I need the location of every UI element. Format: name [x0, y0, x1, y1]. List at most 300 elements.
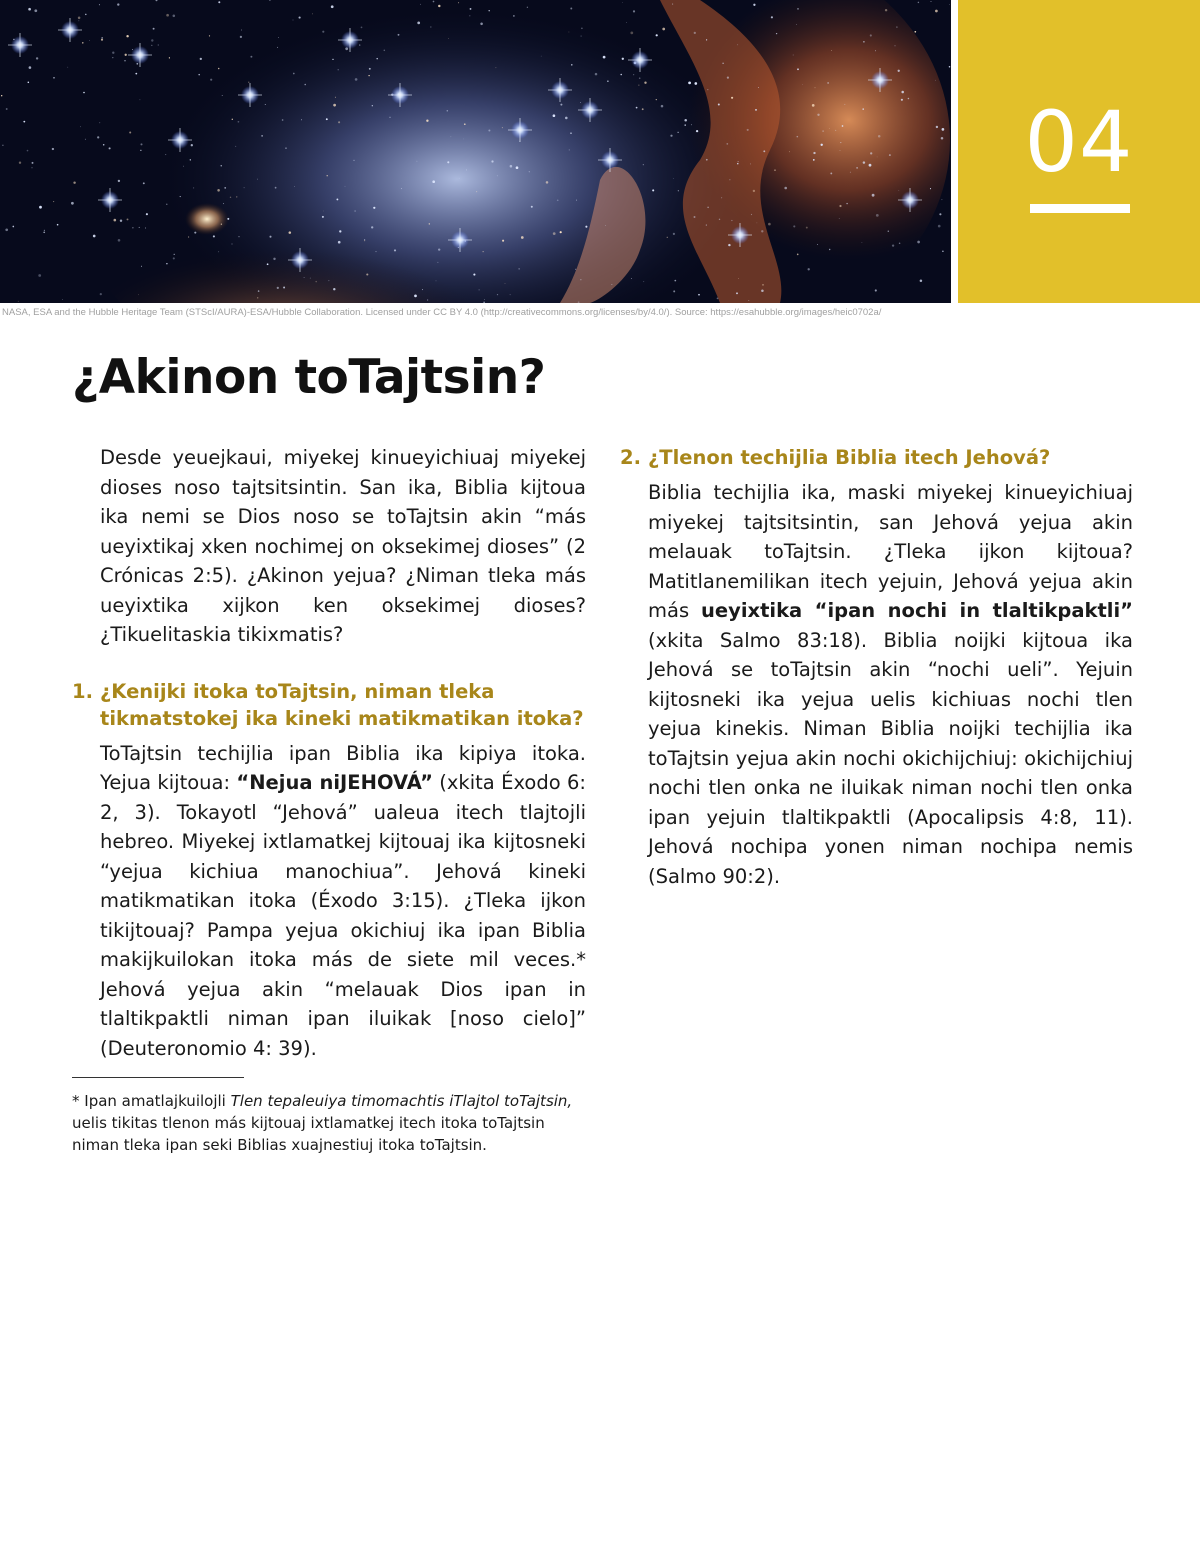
star-dot — [32, 167, 33, 168]
star-dot — [684, 119, 687, 122]
star-dot — [2, 145, 3, 146]
star-dot — [437, 262, 438, 263]
star-dot — [761, 230, 763, 232]
hero-space-image — [0, 0, 951, 303]
star-dot — [118, 180, 120, 182]
star-dot — [139, 227, 140, 228]
star-dot — [797, 254, 799, 256]
star-dot — [323, 211, 324, 212]
star-dot — [869, 164, 872, 167]
star-dot — [949, 66, 951, 68]
star-dot — [491, 160, 493, 162]
star-dot — [235, 146, 236, 147]
star-dot — [151, 39, 153, 41]
star-dot — [476, 191, 477, 192]
star-dot — [466, 169, 467, 170]
star-dot — [706, 39, 707, 40]
star-dot — [293, 20, 294, 21]
star-dot — [580, 279, 581, 280]
star-dot — [762, 284, 763, 285]
star-dot — [463, 139, 464, 140]
star-dot — [329, 280, 330, 281]
star-dot — [652, 189, 654, 191]
star-dot — [71, 202, 74, 205]
star-dot — [283, 287, 285, 289]
star-dot — [612, 284, 613, 285]
chapter-number: 04 — [1024, 93, 1134, 191]
star-dot — [364, 239, 365, 240]
star-dot — [141, 266, 142, 267]
star-dot — [706, 225, 707, 226]
star-dot — [758, 87, 759, 88]
star-dot — [129, 131, 131, 133]
star-dot — [831, 50, 832, 51]
star-dot — [736, 292, 738, 294]
star-dot — [661, 105, 664, 108]
star-dot — [726, 143, 728, 145]
star-dot — [755, 109, 757, 111]
star-dot — [221, 224, 222, 225]
star-dot — [774, 169, 775, 170]
star-dot — [335, 97, 336, 98]
star-dot — [93, 235, 96, 238]
star-dot — [125, 54, 127, 56]
star-dot — [23, 121, 25, 123]
star-dot — [327, 175, 328, 176]
star-dot — [571, 64, 572, 65]
star-dot — [497, 294, 498, 295]
star-dot — [569, 149, 570, 150]
star-dot — [935, 80, 936, 81]
star-dot — [829, 128, 830, 129]
star-dot — [898, 70, 900, 72]
star-dot — [294, 186, 295, 187]
star-dot — [830, 172, 832, 174]
star-dot — [218, 251, 219, 252]
star-dot — [529, 171, 530, 172]
star-dot — [180, 196, 181, 197]
star-dot — [603, 56, 606, 59]
star-dot — [83, 92, 85, 94]
star-dot — [553, 114, 556, 117]
star-dot — [18, 301, 19, 302]
star-dot — [414, 295, 417, 298]
star-dot — [183, 166, 184, 167]
star-dot — [678, 190, 679, 191]
star-dot — [99, 4, 100, 5]
star-dot — [240, 36, 242, 38]
star-dot — [581, 28, 583, 30]
star-dot — [193, 187, 194, 188]
star-dot — [34, 9, 37, 12]
star-dot — [289, 231, 292, 234]
star-dot — [642, 108, 644, 110]
star-dot — [722, 63, 723, 64]
star-dot — [908, 98, 910, 100]
star-dot — [870, 152, 872, 154]
star-dot — [38, 274, 41, 277]
star-dot — [127, 218, 129, 220]
star-dot — [505, 283, 506, 284]
footnote-divider — [72, 1077, 244, 1078]
star-dot — [889, 154, 891, 156]
star-dot — [97, 136, 99, 138]
star-dot — [165, 154, 166, 155]
star-dot — [797, 136, 799, 138]
star-dot — [67, 67, 68, 68]
star-dot — [52, 148, 54, 150]
star-dot — [366, 273, 368, 275]
star-dot — [166, 14, 169, 17]
star-dot — [585, 226, 587, 228]
star-dot — [839, 218, 840, 219]
intro-paragraph: Desde yeuejkaui, miyekej kinueyichiuaj miyekej dioses noso tajtsitsintin. San ika, Biblia kijtoua ika nemi se Dios noso se toTajtsin akin “más ueyixtikaj xken nochimej on oksekimej dioses” (2 Crónicas 2:5). ¿Akinon yejua? ¿Niman tleka más ueyixtika xijkon ken oksekimej dioses? ¿Tikuelitaskia tikixmatis? — [100, 446, 586, 646]
star-dot — [224, 187, 226, 189]
star-dot — [560, 231, 562, 233]
star-dot — [622, 2, 623, 3]
star-dot — [936, 126, 938, 128]
star-dot — [364, 240, 365, 241]
star-dot — [28, 82, 30, 84]
star-dot — [827, 82, 828, 83]
star-dot — [436, 281, 437, 282]
star-dot — [200, 58, 202, 60]
star-dot — [432, 180, 435, 183]
star-dot — [696, 130, 698, 132]
star-dot — [914, 31, 916, 33]
star-dot — [793, 55, 794, 56]
star-dot — [502, 240, 504, 242]
star-dot — [470, 8, 472, 10]
star-dot — [484, 299, 485, 300]
star-dot — [667, 237, 668, 238]
star-dot — [643, 164, 644, 165]
star-dot — [581, 36, 582, 37]
star-dot — [27, 150, 29, 152]
star-dot — [941, 137, 944, 140]
star-dot — [510, 294, 511, 295]
star-dot — [557, 199, 559, 201]
star-dot — [728, 244, 730, 246]
star-dot — [949, 4, 950, 5]
star-dot — [698, 294, 700, 296]
star-dot — [942, 128, 945, 131]
star-dot — [338, 121, 340, 123]
star-dot — [797, 8, 798, 9]
star-dot — [479, 289, 480, 290]
question-heading-2 — [620, 444, 1133, 471]
star-dot — [109, 147, 111, 149]
star-dot — [355, 78, 358, 81]
star-dot — [394, 249, 396, 251]
star-dot — [73, 181, 75, 183]
star-dot — [817, 244, 818, 245]
chapter-underline — [1030, 204, 1130, 213]
star-dot — [310, 278, 311, 279]
star-dot — [620, 74, 622, 76]
star-dot — [656, 99, 657, 100]
answer-text: (xkita Éxodo 6: 2, 3). Tokayotl “Jehová” ualeua itech tlajtojli hebreo. Miyekej ixtlamatkej kijtouaj ika kijtosneki “yejua kichiua manochiua”. Jehová kineki matikmatikan itoka (Éxodo 3:15). ¿Tleka ijkon tikijtouaj? Pampa yejua okichiuj ika ipan Biblia makijkuilokan itoka más de siete mil veces.* Jehová yejua akin “melauak Dios ipan in tlaltikpaktli niman ipan iluikak [noso cielo]” (Deuteronomio 4: 39). — [100, 771, 586, 1060]
star-dot — [576, 200, 577, 201]
question-number: 2. — [620, 446, 641, 469]
star-dot — [673, 178, 674, 179]
star-dot — [875, 50, 876, 51]
star-dot — [935, 10, 938, 13]
star-dot — [257, 297, 258, 298]
star-dot — [917, 241, 920, 244]
star-dot — [560, 104, 562, 106]
star-dot — [918, 2, 920, 4]
star-dot — [101, 37, 103, 39]
star-dot — [510, 165, 513, 168]
star-dot — [312, 14, 313, 15]
star-dot — [188, 236, 189, 237]
star-dot — [688, 82, 691, 85]
star-dot — [815, 87, 816, 88]
star-dot — [796, 24, 797, 25]
star-dot — [372, 105, 373, 106]
star-dot — [812, 104, 815, 107]
star-dot — [941, 199, 942, 200]
star-dot — [85, 14, 87, 16]
star-dot — [662, 28, 665, 31]
star-dot — [789, 151, 790, 152]
star-dot — [513, 15, 515, 17]
star-dot — [694, 82, 697, 85]
star-dot — [265, 104, 266, 105]
star-dot — [333, 288, 335, 290]
star-dot — [876, 214, 879, 217]
star-dot — [896, 26, 897, 27]
star-dot — [210, 79, 212, 81]
star-dot — [232, 244, 233, 245]
answer-text: (xkita Salmo 83:18). Biblia noijki kijtoua ika Jehová se toTajtsin akin “nochi ueli”. Yejuin kijtosneki ika yejua uelis kichiuas nochi tlen yejua kinekis. Niman Biblia noijki techijlia ika toTajtsin yejua akin nochi okichijchiuj: okichijchiuj nochi tlen onka ne iluikak niman nochi tlen onka ipan yejuin tlaltikpaktli (Apocalipsis 4:8, 11). Jehová nochipa yonen niman nochipa nemis (Salmo 90:2). — [648, 628, 1133, 888]
star-dot — [717, 298, 719, 300]
star-dot — [166, 204, 167, 205]
star-dot — [78, 20, 79, 21]
star-dot — [44, 230, 45, 231]
star-dot — [146, 213, 148, 215]
star-dot — [521, 236, 524, 239]
star-dot — [173, 15, 176, 18]
star-dot — [684, 124, 685, 125]
star-dot — [674, 280, 676, 282]
star-dot — [672, 4, 673, 5]
footnote — [72, 1090, 586, 1156]
star-dot — [285, 147, 286, 148]
star-dot — [639, 77, 641, 79]
star-dot — [636, 107, 638, 109]
star-dot — [258, 290, 260, 292]
star-dot — [776, 33, 777, 34]
star-dot — [236, 196, 237, 197]
star-dot — [931, 1, 932, 2]
star-dot — [488, 129, 490, 131]
star-dot — [416, 161, 417, 162]
star-dot — [656, 34, 658, 36]
star-dot — [112, 57, 113, 58]
star-dot — [278, 37, 279, 38]
star-dot — [417, 22, 420, 25]
star-dot — [99, 122, 100, 123]
star-dot — [135, 73, 137, 75]
star-dot — [813, 152, 815, 154]
star-dot — [631, 278, 632, 279]
star-dot — [53, 77, 55, 79]
star-dot — [842, 125, 844, 127]
star-dot — [763, 150, 765, 152]
star-dot — [438, 248, 440, 250]
star-dot — [502, 127, 503, 128]
star-dot — [750, 163, 751, 164]
star-dot — [118, 239, 121, 242]
star-dot — [875, 289, 877, 291]
star-dot — [117, 3, 119, 5]
star-dot — [430, 27, 431, 28]
star-dot — [495, 67, 496, 68]
answer-paragraph-2 — [620, 478, 1133, 891]
star-dot — [373, 207, 375, 209]
footnote-text: * Ipan amatlajkuilojli — [72, 1092, 231, 1110]
star-dot — [813, 159, 815, 161]
star-dot — [595, 73, 598, 76]
star-dot — [447, 110, 449, 112]
star-dot — [691, 124, 692, 125]
star-dot — [301, 119, 302, 120]
star-dot — [644, 82, 646, 84]
star-dot — [643, 281, 644, 282]
star-dot — [191, 144, 193, 146]
star-dot — [753, 190, 755, 192]
star-dot — [326, 118, 328, 120]
star-dot — [738, 278, 739, 279]
star-dot — [257, 179, 258, 180]
star-dot — [480, 23, 483, 26]
star-dot — [221, 165, 222, 166]
star-dot — [112, 52, 114, 54]
star-dot — [878, 135, 881, 138]
star-dot — [797, 68, 799, 70]
star-dot — [872, 194, 875, 197]
right-column — [620, 444, 1133, 891]
star-dot — [605, 225, 606, 226]
star-dot — [114, 219, 117, 222]
left-column — [72, 443, 586, 1156]
star-dot — [293, 73, 295, 75]
star-dot — [173, 257, 175, 259]
star-dot — [483, 251, 484, 252]
star-dot — [371, 226, 373, 228]
star-dot — [808, 268, 810, 270]
star-dot — [213, 235, 215, 237]
star-dot — [901, 99, 903, 101]
star-dot — [757, 223, 758, 224]
star-dot — [36, 57, 38, 59]
star-dot — [607, 81, 608, 82]
star-dot — [806, 227, 808, 229]
star-dot — [706, 159, 708, 161]
star-dot — [707, 207, 708, 208]
star-dot — [751, 214, 752, 215]
star-dot — [578, 301, 580, 303]
star-dot — [575, 269, 576, 270]
star-dot — [139, 99, 140, 100]
answer-emphasis: ueyixtika “ipan nochi in tlaltikpaktli” — [701, 599, 1133, 622]
star-dot — [768, 223, 771, 226]
star-dot — [345, 186, 346, 187]
star-dot — [322, 216, 324, 218]
star-dot — [304, 84, 306, 86]
star-dot — [531, 206, 533, 208]
star-dot — [376, 58, 378, 60]
star-dot — [622, 58, 624, 60]
star-dot — [633, 74, 634, 75]
star-dot — [862, 108, 863, 109]
answer-text: Biblia techijlia ika, maski miyekej kinueyichiuaj miyekej tajtsitsintin, san Jehová yejua akin melauak toTajtsin. ¿Tleka ijkon kijtoua? Matitlanemilikan itech yejuin, Jehová yejua akin más — [648, 481, 1133, 622]
star-dot — [488, 10, 489, 11]
star-dot — [731, 220, 732, 221]
star-dot — [877, 157, 878, 158]
question-number: 1. — [72, 679, 93, 703]
star-dot — [719, 219, 720, 220]
star-dot — [727, 77, 729, 79]
star-dot — [541, 56, 542, 57]
star-dot — [338, 241, 341, 244]
star-dot — [82, 42, 83, 43]
star-dot — [519, 268, 520, 269]
star-dot — [802, 84, 803, 85]
star-dot — [569, 32, 570, 33]
star-dot — [527, 7, 528, 8]
star-dot — [103, 144, 105, 146]
star-dot — [143, 182, 145, 184]
star-dot — [222, 95, 223, 96]
star-dot — [190, 159, 191, 160]
star-dot — [120, 219, 122, 221]
star-dot — [78, 17, 81, 20]
star-dot — [12, 226, 14, 228]
star-dot — [844, 104, 845, 105]
star-dot — [5, 228, 8, 231]
star-dot — [863, 41, 865, 43]
star-dot — [85, 139, 86, 140]
star-dot — [673, 233, 675, 235]
star-dot — [100, 293, 102, 295]
star-dot — [747, 129, 749, 131]
star-dot — [223, 203, 224, 204]
answer-paragraph-1 — [72, 739, 586, 1064]
star-dot — [39, 206, 42, 209]
star-dot — [338, 69, 339, 70]
star-dot — [140, 150, 141, 151]
star-dot — [354, 210, 356, 212]
star-dot — [839, 205, 841, 207]
star-dot — [359, 44, 360, 45]
star-dot — [209, 35, 210, 36]
nebula-illustration — [0, 0, 951, 303]
star-dot — [433, 1, 435, 3]
star-dot — [459, 178, 460, 179]
star-dot — [817, 114, 819, 116]
star-dot — [333, 104, 336, 107]
star-dot — [469, 15, 470, 16]
star-dot — [888, 230, 889, 231]
star-dot — [145, 228, 146, 229]
star-dot — [570, 132, 571, 133]
question-heading-1 — [72, 678, 586, 732]
star-dot — [80, 126, 81, 127]
star-dot — [138, 294, 139, 295]
